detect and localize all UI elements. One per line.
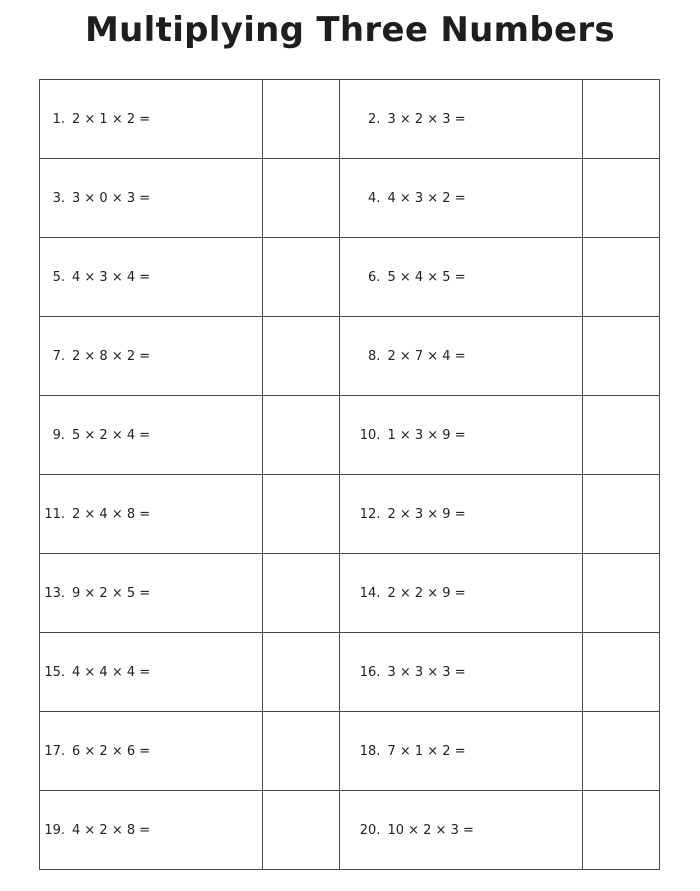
problem-cell [40, 238, 263, 317]
problem-cell [340, 238, 582, 317]
problem-cell [40, 396, 263, 475]
answer-box[interactable] [263, 791, 340, 870]
answer-box[interactable] [582, 159, 659, 238]
problem-cell [340, 159, 582, 238]
problem-number: 13. [44, 585, 65, 601]
problem-expression: 3 × 0 × 3 = [72, 190, 151, 206]
problem-cell [40, 554, 263, 633]
problem-expression: 4 × 3 × 4 = [72, 269, 151, 285]
problem-number: 4. [368, 190, 381, 206]
problem-number: 7. [52, 348, 65, 364]
problem-cell [340, 633, 582, 712]
problem-expression: 10 × 2 × 3 = [387, 822, 474, 838]
problem-expression: 7 × 1 × 2 = [387, 743, 466, 759]
problem-number: 18. [359, 743, 381, 759]
problem-row [40, 317, 660, 396]
problem-expression: 3 × 2 × 3 = [387, 111, 466, 127]
problem-expression: 9 × 2 × 5 = [72, 585, 151, 601]
problem-cell [40, 633, 263, 712]
problem-number: 5. [52, 269, 65, 285]
problem-row [40, 396, 660, 475]
answer-box[interactable] [582, 238, 659, 317]
answer-box[interactable] [582, 791, 659, 870]
answer-box[interactable] [263, 633, 340, 712]
problem-expression: 1 × 3 × 9 = [387, 427, 466, 443]
problem-expression: 4 × 4 × 4 = [72, 664, 151, 680]
problem-number: 1. [52, 111, 65, 127]
answer-box[interactable] [263, 554, 340, 633]
problem-expression: 2 × 1 × 2 = [72, 111, 151, 127]
worksheet-body [40, 80, 660, 870]
problem-number: 12. [359, 506, 381, 522]
problem-number: 17. [44, 743, 65, 759]
problem-cell [40, 712, 263, 791]
problem-cell [40, 475, 263, 554]
problem-row [40, 633, 660, 712]
problem-cell [340, 554, 582, 633]
problem-expression: 2 × 2 × 9 = [387, 585, 466, 601]
answer-box[interactable] [263, 712, 340, 791]
problem-number: 14. [359, 585, 381, 601]
problem-cell [340, 317, 582, 396]
worksheet-table [39, 79, 660, 870]
answer-box[interactable] [263, 159, 340, 238]
problem-number: 10. [359, 427, 381, 443]
answer-box[interactable] [582, 633, 659, 712]
answer-box[interactable] [582, 317, 659, 396]
problem-cell [340, 396, 582, 475]
problem-row [40, 712, 660, 791]
answer-box[interactable] [263, 80, 340, 159]
problem-expression: 4 × 3 × 2 = [387, 190, 466, 206]
problem-number: 2. [368, 111, 381, 127]
problem-expression: 2 × 8 × 2 = [72, 348, 151, 364]
problem-number: 11. [44, 506, 65, 522]
problem-cell [40, 80, 263, 159]
answer-box[interactable] [263, 317, 340, 396]
page-title: Multiplying Three Numbers [85, 10, 615, 50]
problem-cell [40, 791, 263, 870]
answer-box[interactable] [582, 396, 659, 475]
problem-number: 3. [52, 190, 65, 206]
problem-expression: 2 × 3 × 9 = [387, 506, 466, 522]
problem-number: 8. [368, 348, 381, 364]
problem-row [40, 159, 660, 238]
problem-number: 6. [368, 269, 381, 285]
problem-row [40, 80, 660, 159]
problem-expression: 2 × 7 × 4 = [387, 348, 466, 364]
answer-box[interactable] [582, 554, 659, 633]
problem-cell [340, 791, 582, 870]
problem-number: 9. [52, 427, 65, 443]
problem-row [40, 238, 660, 317]
problem-number: 20. [359, 822, 381, 838]
problem-number: 15. [44, 664, 65, 680]
problem-expression: 6 × 2 × 6 = [72, 743, 151, 759]
answer-box[interactable] [582, 475, 659, 554]
problem-row [40, 791, 660, 870]
problem-number: 19. [44, 822, 65, 838]
answer-box[interactable] [582, 80, 659, 159]
problem-row [40, 475, 660, 554]
problem-expression: 2 × 4 × 8 = [72, 506, 151, 522]
problem-expression: 3 × 3 × 3 = [387, 664, 466, 680]
problem-expression: 4 × 2 × 8 = [72, 822, 151, 838]
answer-box[interactable] [263, 475, 340, 554]
answer-box[interactable] [582, 712, 659, 791]
problem-cell [340, 475, 582, 554]
problem-cell [40, 159, 263, 238]
problem-row [40, 554, 660, 633]
answer-box[interactable] [263, 238, 340, 317]
problem-expression: 5 × 2 × 4 = [72, 427, 151, 443]
problem-number: 16. [359, 664, 381, 680]
answer-box[interactable] [263, 396, 340, 475]
problem-cell [40, 317, 263, 396]
problem-cell [340, 80, 582, 159]
problem-expression: 5 × 4 × 5 = [387, 269, 466, 285]
problem-cell [340, 712, 582, 791]
